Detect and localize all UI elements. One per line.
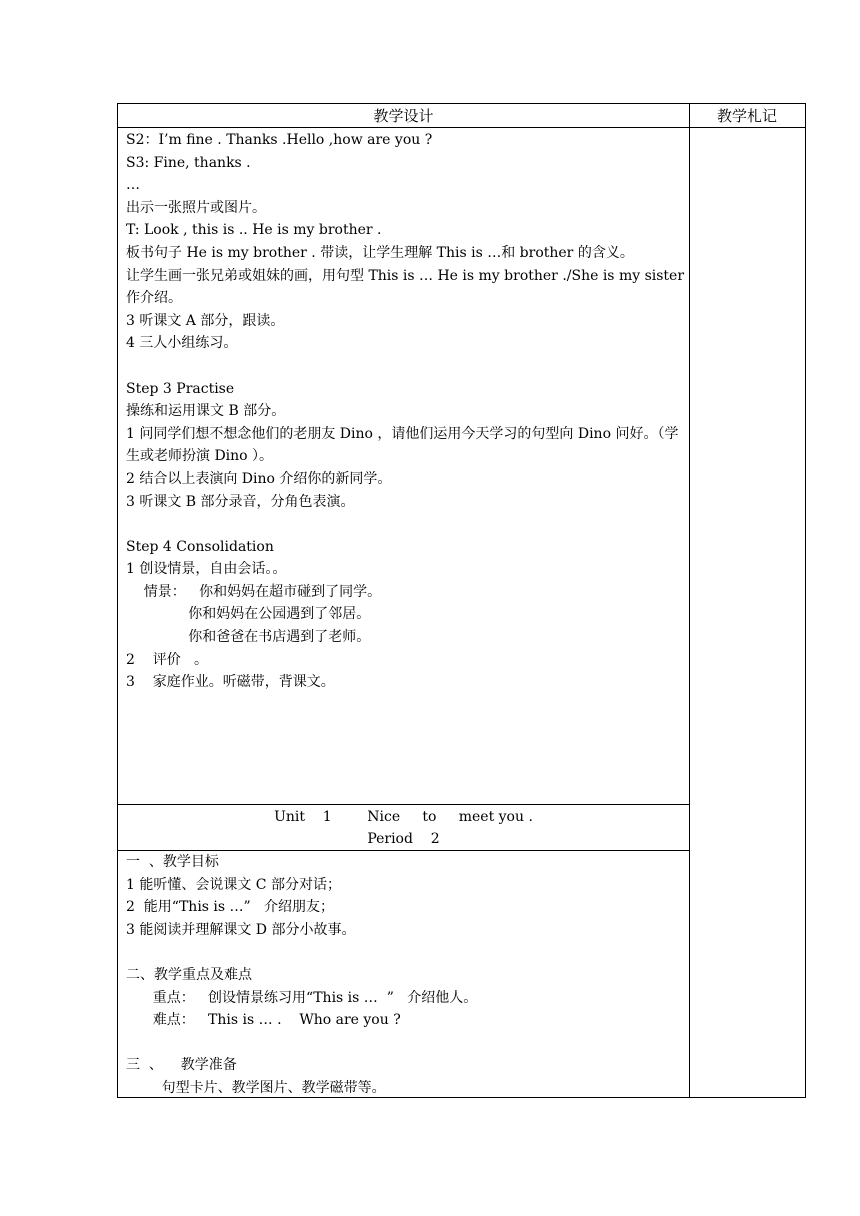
step-heading: Step 4 Consolidation: [126, 538, 274, 555]
text-line: 让学生画一张兄弟或姐妹的画，用句型 This is … He is my brother ./She is my sister 作介绍。: [126, 267, 685, 307]
text-line: 板书句子 He is my brother . 带读，让学生理解 This is …和 brother 的含义。: [126, 244, 634, 261]
section-heading: 二、教学重点及难点: [126, 966, 252, 983]
text-line: S2：I’m fine . Thanks .Hello ,how are you ?: [126, 132, 433, 148]
blank-line: [126, 355, 686, 378]
lesson-plan-table: [117, 103, 806, 1098]
text-line: T: Look , this is .. He is my brother .: [126, 222, 382, 239]
header-teaching-design: 教学设计: [118, 104, 689, 128]
text-line: 1 创设情景，自由会话。。: [126, 561, 287, 578]
header-teaching-notes: 教学札记: [689, 104, 805, 128]
procedure-section: [126, 129, 686, 694]
section-heading: 三 、 教学准备: [126, 1057, 237, 1074]
text-line: 句型卡片、教学图片、教学磁带等。: [126, 1079, 386, 1096]
text-line: 1 问同学们想不想念他们的老朋友 Dino ，请他们运用今天学习的句型向 Dino 问好。（学生或老师扮演 Dino ）。: [126, 425, 679, 465]
text-line: 你和爸爸在书店遇到了老师。: [126, 629, 371, 646]
text-line: 操练和运用课文 B 部分。: [126, 403, 286, 420]
text-line: 3 能阅读并理解课文 D 部分小故事。: [126, 921, 356, 938]
text-line: 3 家庭作业。听磁带，背课文。: [126, 674, 335, 691]
text-line: 2 评价 。: [126, 651, 209, 668]
text-line: 1 能听懂、会说课文 C 部分对话；: [126, 876, 341, 893]
unit-title-block: [118, 806, 689, 850]
text-line: 4 三人小组练习。: [126, 335, 238, 352]
section-heading: 一 、教学目标: [126, 854, 219, 870]
text-line: 情景： 你和妈妈在超市碰到了同学。: [126, 583, 382, 600]
text-line: …: [126, 177, 140, 194]
period-title: Period 2: [367, 831, 440, 847]
blank-line: [126, 941, 686, 964]
text-line: 你和妈妈在公园遇到了邻居。: [126, 606, 371, 623]
text-line: 3 听课文 A 部分，跟读。: [126, 312, 285, 329]
text-line: 3 听课文 B 部分录音，分角色表演。: [126, 493, 355, 510]
unit-title: Unit 1 Nice to meet you .: [274, 809, 533, 825]
blank-line: [126, 1032, 686, 1055]
text-line: 2 能用“This is …” 介绍朋友；: [126, 899, 335, 916]
text-line: 重点： 创设情景练习用“This is … ” 介绍他人。: [126, 989, 478, 1006]
blank-line: [126, 513, 686, 536]
text-line: S3: Fine, thanks .: [126, 154, 251, 171]
step-heading: Step 3 Practise: [126, 380, 235, 397]
text-line: 2 结合以上表演向 Dino 介绍你的新同学。: [126, 470, 392, 487]
text-line: 难点： This is … . Who are you ?: [126, 1012, 401, 1029]
column-divider: [689, 104, 690, 1097]
text-line: 出示一张照片或图片。: [126, 199, 266, 216]
objectives-section: [126, 851, 686, 1100]
section-divider: [118, 804, 689, 805]
